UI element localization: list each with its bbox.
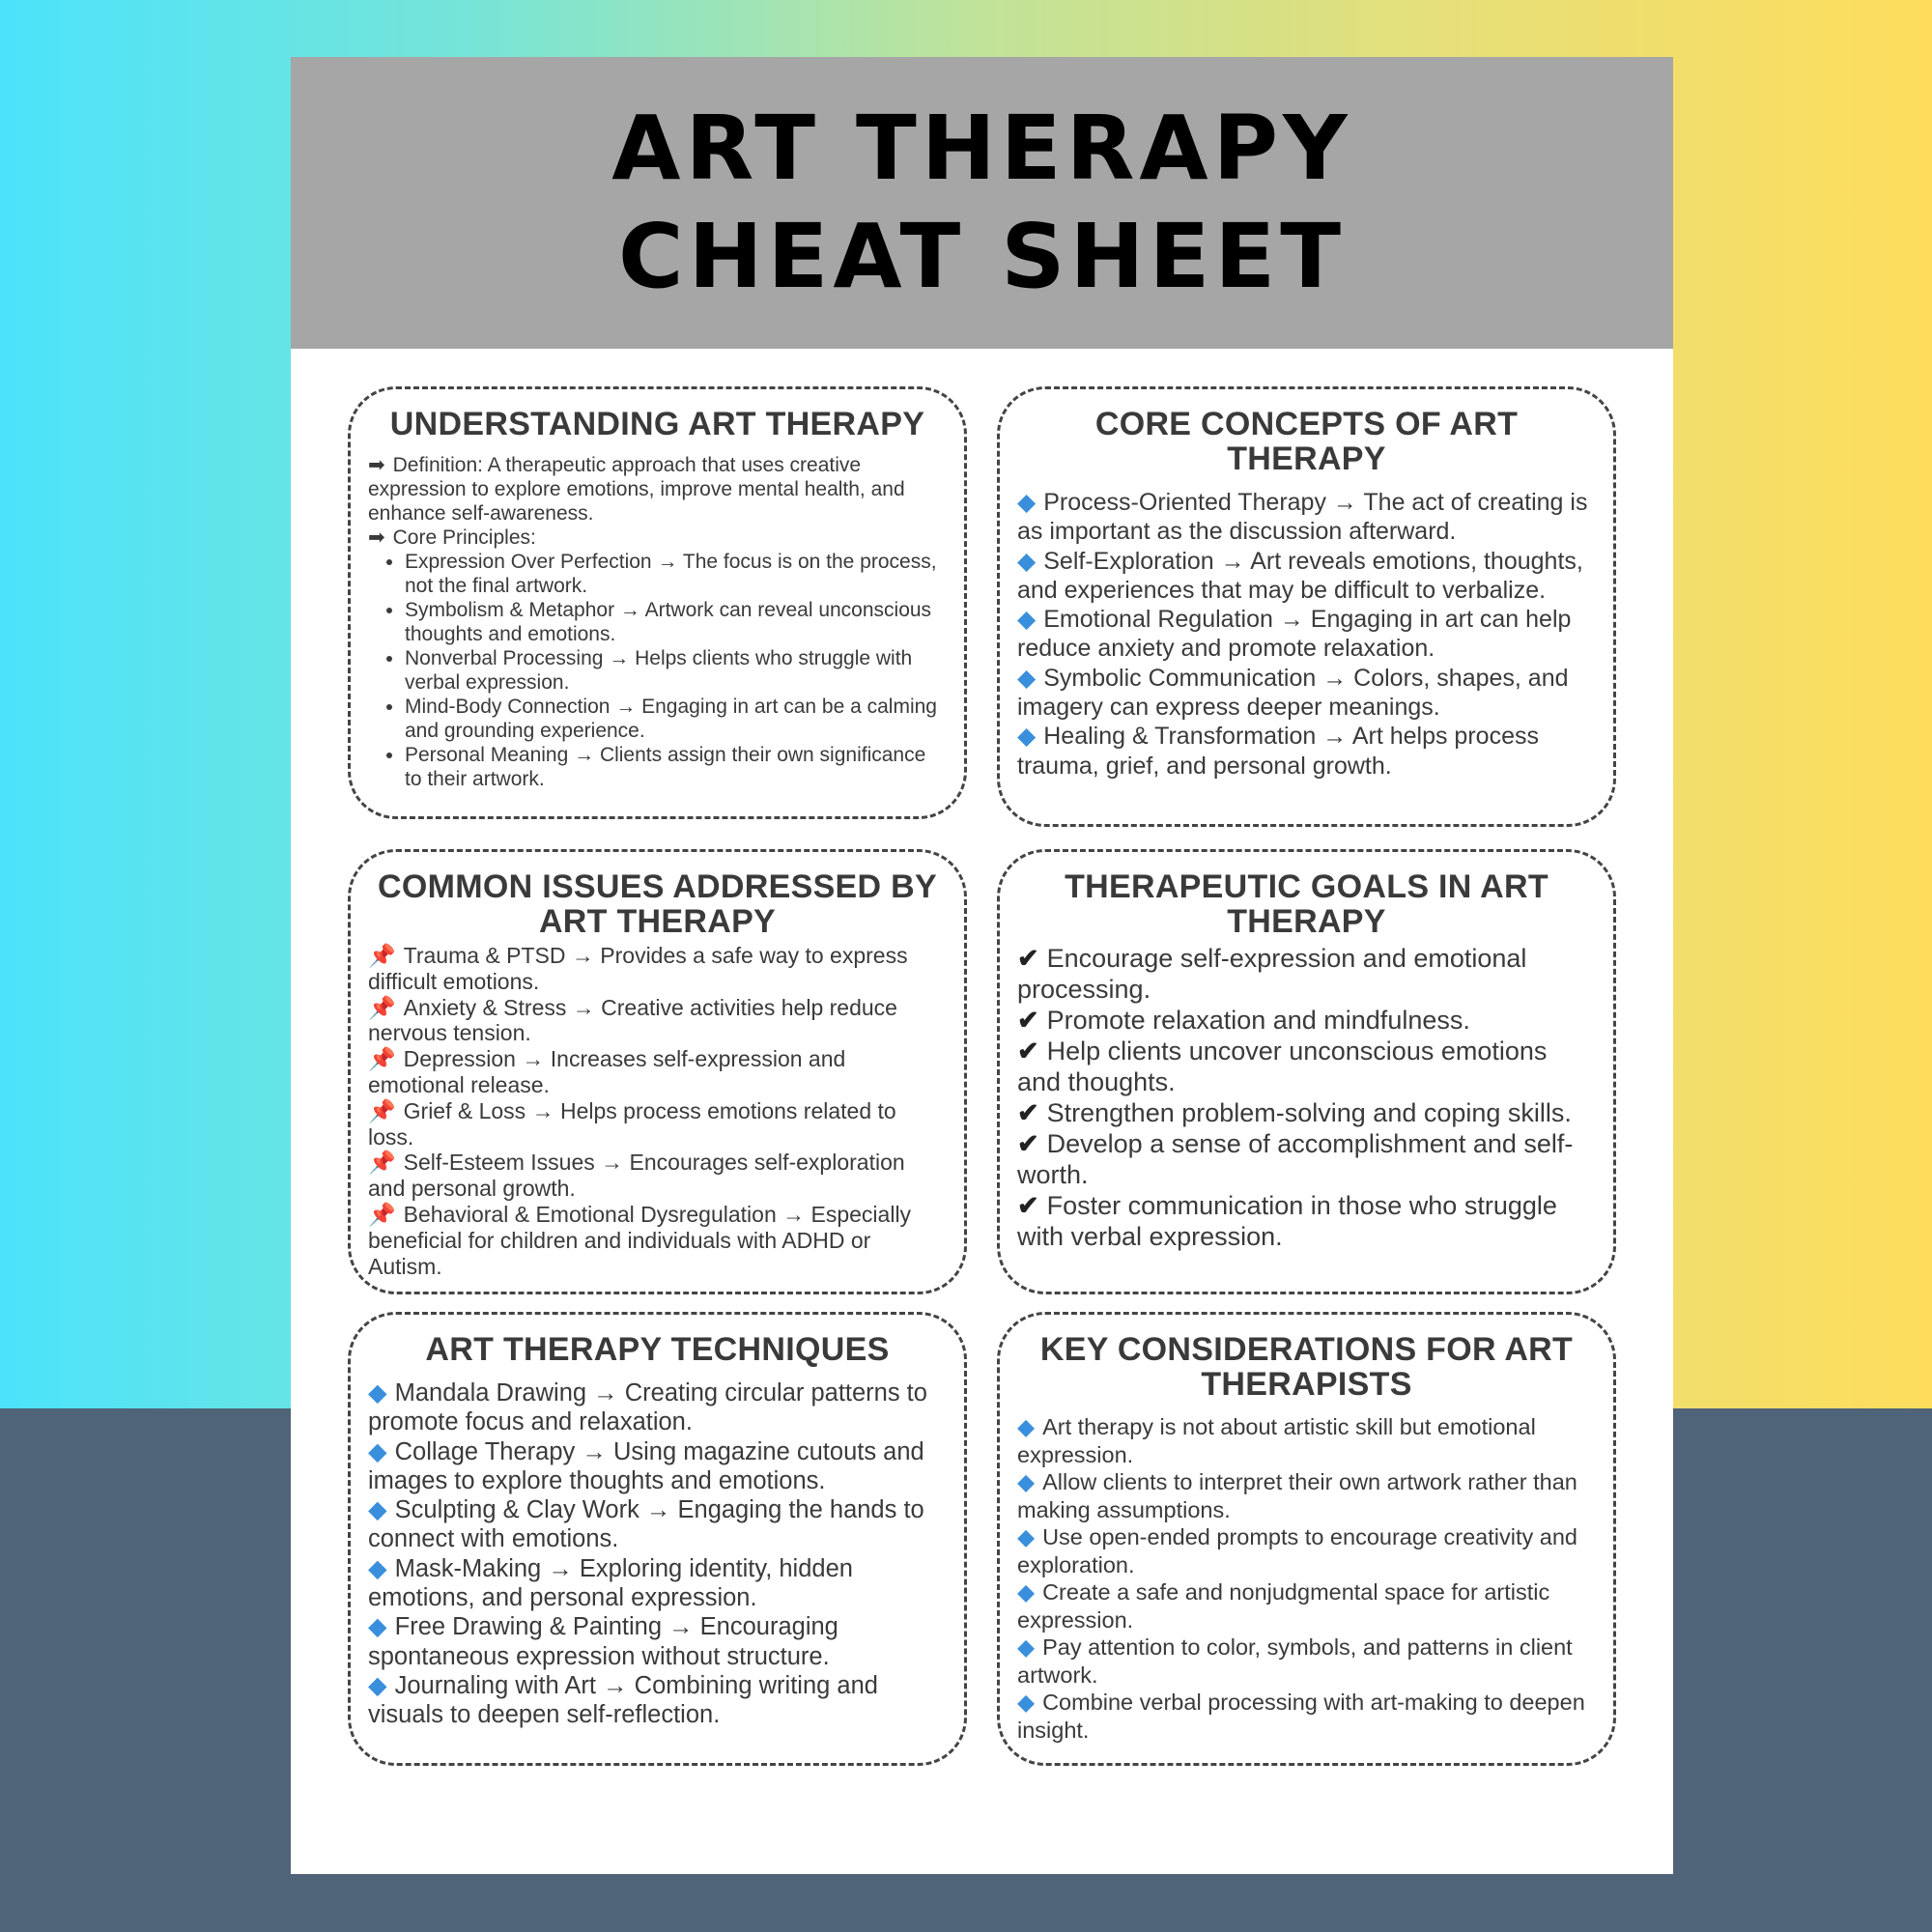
section-therapeutic-goals-in-art-therapy bbox=[997, 849, 1616, 1294]
checkmark-icon: ✔ bbox=[1017, 1129, 1039, 1158]
title-banner bbox=[291, 57, 1673, 349]
list-item bbox=[368, 526, 947, 550]
list-item bbox=[405, 695, 947, 743]
list-item bbox=[368, 1554, 947, 1613]
checkmark-icon: ✔ bbox=[1017, 1037, 1039, 1065]
item-text: Nonverbal Processing → Helps clients who struggle with verbal expression. bbox=[405, 647, 913, 694]
pushpin-icon: 📌 bbox=[368, 1201, 396, 1227]
section-art-therapy-techniques bbox=[348, 1312, 967, 1766]
list-item bbox=[368, 1612, 947, 1671]
item-text: Strengthen problem-solving and coping skills. bbox=[1046, 1098, 1572, 1127]
list-item bbox=[405, 743, 947, 791]
pushpin-icon: 📌 bbox=[368, 1097, 396, 1123]
list-item bbox=[368, 1046, 947, 1098]
section-key-considerations-for-art-therapists bbox=[997, 1312, 1616, 1766]
list-item bbox=[368, 1150, 947, 1202]
list-item bbox=[405, 646, 947, 695]
blue-diamond-icon: ◆ bbox=[368, 1554, 387, 1582]
item-text: Anxiety & Stress → Creative activities help reduce nervous tension. bbox=[368, 994, 897, 1046]
blue-diamond-icon: ◆ bbox=[1017, 1634, 1036, 1660]
section-understanding-art-therapy bbox=[348, 386, 967, 819]
item-text: Personal Meaning → Clients assign their own significance to their artwork. bbox=[405, 744, 926, 790]
item-text: Create a safe and nonjudgmental space for artistic expression. bbox=[1017, 1579, 1550, 1633]
list-item bbox=[1017, 1523, 1596, 1578]
list-item bbox=[1017, 1413, 1596, 1468]
item-text: Art therapy is not about artistic skill but emotional expression. bbox=[1017, 1414, 1536, 1467]
item-text: Develop a sense of accomplishment and self-worth. bbox=[1017, 1129, 1574, 1189]
section-title: KEY CONSIDERATIONS FOR ART THERAPISTS bbox=[1039, 1331, 1574, 1403]
list-item bbox=[1017, 722, 1596, 781]
list-item bbox=[1017, 547, 1596, 606]
section-title: COMMON ISSUES ADDRESSED BY ART THERAPY bbox=[378, 868, 937, 940]
list-item bbox=[1017, 1005, 1596, 1036]
item-text: Pay attention to color, symbols, and patterns in client artwork. bbox=[1017, 1634, 1573, 1688]
blue-diamond-icon: ◆ bbox=[1017, 606, 1037, 634]
item-text: Grief & Loss → Helps process emotions related to loss. bbox=[368, 1097, 896, 1150]
item-text: Process-Oriented Therapy → The act of creating is as important as the discussion afterward. bbox=[1017, 489, 1588, 546]
list-item bbox=[368, 995, 947, 1047]
list-item bbox=[1017, 1097, 1596, 1128]
list-item bbox=[368, 1378, 947, 1437]
list-item bbox=[1017, 488, 1596, 547]
section-core-concepts-of-art-therapy bbox=[997, 386, 1616, 827]
blue-diamond-icon: ◆ bbox=[368, 1496, 387, 1524]
list-item bbox=[1017, 1128, 1596, 1190]
blue-diamond-icon: ◆ bbox=[368, 1613, 387, 1641]
item-text: Core Principles: bbox=[392, 526, 536, 549]
list-item bbox=[405, 598, 947, 646]
blue-diamond-icon: ◆ bbox=[1017, 489, 1037, 516]
list-item bbox=[1017, 664, 1596, 723]
section-title: CORE CONCEPTS OF ART THERAPY bbox=[1094, 406, 1519, 477]
item-text: Behavioral & Emotional Dysregulation → Especially beneficial for children and individuals with ADHD or Autism. bbox=[368, 1201, 912, 1279]
item-text: Symbolism & Metaphor → Artwork can reveal unconscious thoughts and emotions. bbox=[405, 599, 932, 645]
blue-diamond-icon: ◆ bbox=[1017, 664, 1037, 692]
item-text: Expression Over Perfection → The focus is on the process, not the final artwork. bbox=[405, 551, 937, 597]
item-text: Free Drawing & Painting → Encouraging spontaneous expression without structure. bbox=[368, 1613, 838, 1670]
list-item bbox=[368, 1495, 947, 1554]
item-text: Depression → Increases self-expression and emotional release. bbox=[368, 1046, 846, 1097]
pushpin-icon: 📌 bbox=[368, 1046, 396, 1072]
pushpin-icon: 📌 bbox=[368, 943, 396, 968]
list-item bbox=[368, 453, 947, 526]
section-title: ART THERAPY TECHNIQUES bbox=[425, 1331, 890, 1368]
list-item bbox=[1017, 1634, 1596, 1689]
section-common-issues-addressed-by-art-therapy bbox=[348, 849, 967, 1294]
section-title: THERAPEUTIC GOALS IN ART THERAPY bbox=[1065, 868, 1548, 940]
item-text: Mind-Body Connection → Engaging in art can be a calming and grounding experience. bbox=[405, 696, 937, 742]
item-text: Encourage self-expression and emotional processing. bbox=[1017, 944, 1527, 1004]
section-title: UNDERSTANDING ART THERAPY bbox=[389, 406, 925, 442]
title-line-2: CHEAT SHEET bbox=[618, 205, 1346, 308]
blue-diamond-icon: ◆ bbox=[368, 1379, 387, 1406]
item-text: Emotional Regulation → Engaging in art can help reduce anxiety and promote relaxation. bbox=[1017, 606, 1572, 663]
blue-diamond-icon: ◆ bbox=[1017, 723, 1037, 751]
title-line-1: ART THERAPY bbox=[611, 97, 1352, 200]
list-item bbox=[1017, 1578, 1596, 1634]
list-item bbox=[1017, 605, 1596, 664]
list-item bbox=[368, 1437, 947, 1496]
arrow-right-icon: ➡ bbox=[368, 526, 385, 549]
list-item bbox=[368, 943, 947, 995]
blue-diamond-icon: ◆ bbox=[1017, 1469, 1036, 1494]
item-text: Collage Therapy → Using magazine cutouts and images to explore thoughts and emotions. bbox=[368, 1437, 924, 1494]
checkmark-icon: ✔ bbox=[1017, 944, 1039, 973]
item-text: Healing & Transformation → Art helps process trauma, grief, and personal growth. bbox=[1017, 723, 1539, 780]
blue-diamond-icon: ◆ bbox=[1017, 547, 1037, 575]
list-item bbox=[1017, 1190, 1596, 1252]
pushpin-icon: 📌 bbox=[368, 994, 396, 1020]
item-text: Promote relaxation and mindfulness. bbox=[1046, 1006, 1470, 1035]
list-item bbox=[368, 1202, 947, 1279]
list-item bbox=[405, 550, 947, 598]
item-text: Help clients uncover unconscious emotions and thoughts. bbox=[1017, 1037, 1548, 1096]
item-text: Mask-Making → Exploring identity, hidden emotions, and personal expression. bbox=[368, 1554, 853, 1612]
checkmark-icon: ✔ bbox=[1017, 1098, 1039, 1127]
item-text: Definition: A therapeutic approach that uses creative expression to explore emotions, improve mental health, and enhance self-awareness. bbox=[368, 454, 905, 525]
blue-diamond-icon: ◆ bbox=[368, 1437, 387, 1465]
list-item bbox=[1017, 943, 1596, 1005]
item-text: Symbolic Communication → Colors, shapes, and imagery can express deeper meanings. bbox=[1017, 664, 1569, 722]
checkmark-icon: ✔ bbox=[1017, 1191, 1039, 1220]
blue-diamond-icon: ◆ bbox=[368, 1671, 387, 1699]
item-text: Journaling with Art → Combining writing and visuals to deepen self-reflection. bbox=[368, 1671, 878, 1729]
checkmark-icon: ✔ bbox=[1017, 1006, 1039, 1035]
list-item bbox=[368, 1671, 947, 1730]
item-text: Allow clients to interpret their own artwork rather than making assumptions. bbox=[1017, 1469, 1577, 1522]
item-text: Mandala Drawing → Creating circular patterns to promote focus and relaxation. bbox=[368, 1379, 927, 1436]
blue-diamond-icon: ◆ bbox=[1017, 1414, 1036, 1439]
item-text: Foster communication in those who struggle with verbal expression. bbox=[1017, 1191, 1557, 1251]
list-item bbox=[1017, 1468, 1596, 1523]
blue-diamond-icon: ◆ bbox=[1017, 1524, 1036, 1549]
item-text: Sculpting & Clay Work → Engaging the hands to connect with emotions. bbox=[368, 1496, 924, 1553]
item-text: Use open-ended prompts to encourage creativity and exploration. bbox=[1017, 1524, 1577, 1577]
blue-diamond-icon: ◆ bbox=[1017, 1690, 1036, 1715]
blue-diamond-icon: ◆ bbox=[1017, 1579, 1036, 1605]
item-text: Self-Esteem Issues → Encourages self-exploration and personal growth. bbox=[368, 1150, 905, 1202]
item-text: Combine verbal processing with art-making to deepen insight. bbox=[1017, 1690, 1585, 1743]
item-text: Trauma & PTSD → Provides a safe way to express difficult emotions. bbox=[368, 943, 908, 994]
list-item bbox=[1017, 1689, 1596, 1744]
list-item bbox=[368, 1098, 947, 1151]
list-item bbox=[1017, 1036, 1596, 1097]
arrow-right-icon: ➡ bbox=[368, 454, 385, 476]
item-text: Self-Exploration → Art reveals emotions, thoughts, and experiences that may be difficult to verbalize. bbox=[1017, 547, 1583, 604]
pushpin-icon: 📌 bbox=[368, 1150, 396, 1176]
cheat-sheet-page bbox=[291, 57, 1673, 1874]
